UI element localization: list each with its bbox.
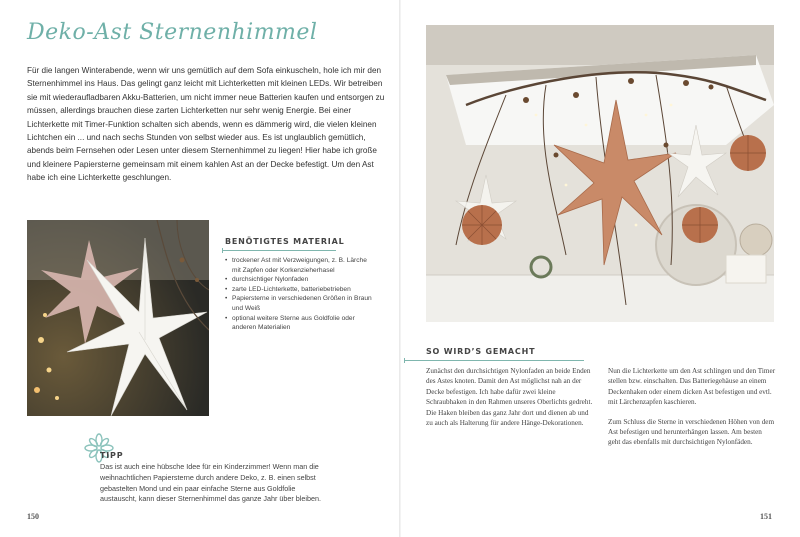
materials-item: • optional weitere Sterne aus Goldfolie oder anderen Materialien: [225, 314, 375, 333]
howto-rule-tick: [404, 358, 405, 363]
howto-rule: [404, 360, 584, 361]
instructions-column-1: [426, 366, 594, 437]
instruction-paragraph: Nun die Lichterkette um den Ast schlingen und den Timer stellen bzw. einschalten. Das Batteriegehäuse an einem Deckenhaken oder einem dicken Ast befestigen und evtl. mit Lärchenzapfen kaschieren.: [608, 367, 776, 407]
instruction-paragraph: Zum Schluss die Sterne in verschiedenen Höhen von dem Ast befestigen und herunterhängen lassen. Am besten geht das ebenfalls mit durchsichtigen Nylonfäden.: [608, 417, 775, 447]
materials-item: • durchsichtiger Nylonfaden: [225, 275, 375, 285]
materials-item: • trockener Ast mit Verzweigungen, z. B. Lärche mit Zapfen oder Korkenzieherhasel: [225, 256, 375, 275]
page-number-right: 151: [760, 512, 772, 521]
tip-text: Das ist auch eine hübsche Idee für ein Kinderzimmer! Wenn man die weihnachtlichen Papiersterne durch andere Deko, z. B. einen selbst gebastelten Mond und ein paar einfache Sterne aus Goldfolie austauscht, kann dieser Sternenhimmel das ganze Jahr über bleiben.: [100, 462, 321, 504]
howto-heading: SO WIRD’S GEMACHT: [426, 347, 536, 356]
page-title: Deko-Ast Sternenhimmel: [27, 20, 318, 45]
photo-branch-sternenhimmel: [426, 25, 774, 322]
instruction-paragraph: Zunächst den durchsichtigen Nylonfaden an beide Enden des Astes knoten. Damit den Ast möglichst nah an der Decke befestigen. Ich habe dafür zwei kleine Schraubhaken in den Rahmen unseres Oberlichts gedreht. Die Haken bleiben das ganz Jahr dort und dienen ab und zu auch als Halterung für andere Hänge-Dekorationen.: [426, 367, 593, 428]
gutter: [399, 0, 401, 537]
materials-item: • Papiersterne in verschiedenen Größen in Braun und Weiß: [225, 294, 375, 313]
materials-heading: BENÖTIGTES MATERIAL: [225, 237, 345, 246]
page-number-left: 150: [27, 512, 39, 521]
instructions-column-2: [608, 366, 776, 457]
materials-rule-tick: [222, 248, 223, 253]
materials-list: [225, 256, 375, 333]
materials-item: • zarte LED-Lichterkette, batteriebetrieben: [225, 285, 375, 295]
photo-white-paper-stars: [27, 220, 209, 416]
materials-rule: [222, 250, 336, 251]
intro-text: Für die langen Winterabende, wenn wir uns gemütlich auf dem Sofa einkuscheln, hole ich mir den Sternenhimmel ins Haus. Das gelingt ganz leicht mit Lichterketten mit kleinen LEDs. Wir betreiben sie mit wiederaufladbaren Akku-Batterien, um nicht immer neue Batterien kaufen und entsorgen zu müssen, allerdings brauchen diese zarten Lichterketten nur sehr wenig Energie. Bei einer Lichterkette mit Timer-Funktion schalten sich abends, wenn es dämmerig wird, die vielen kleinen Lichtchen ein ... und nach sechs Stunden von selbst wieder aus. Es ist unglaublich gemütlich, abends beim Fernsehen oder Lesen unter diesem Sternenhimmel zu liegen! Hier habe ich große und kleinere Papiersterne gemeinsam mit einem kahlen Ast an der Decke befestigt. Um den Ast habe ich eine Lichterkette geschlungen.: [27, 66, 385, 183]
tip-heading: TIPP: [100, 451, 124, 460]
